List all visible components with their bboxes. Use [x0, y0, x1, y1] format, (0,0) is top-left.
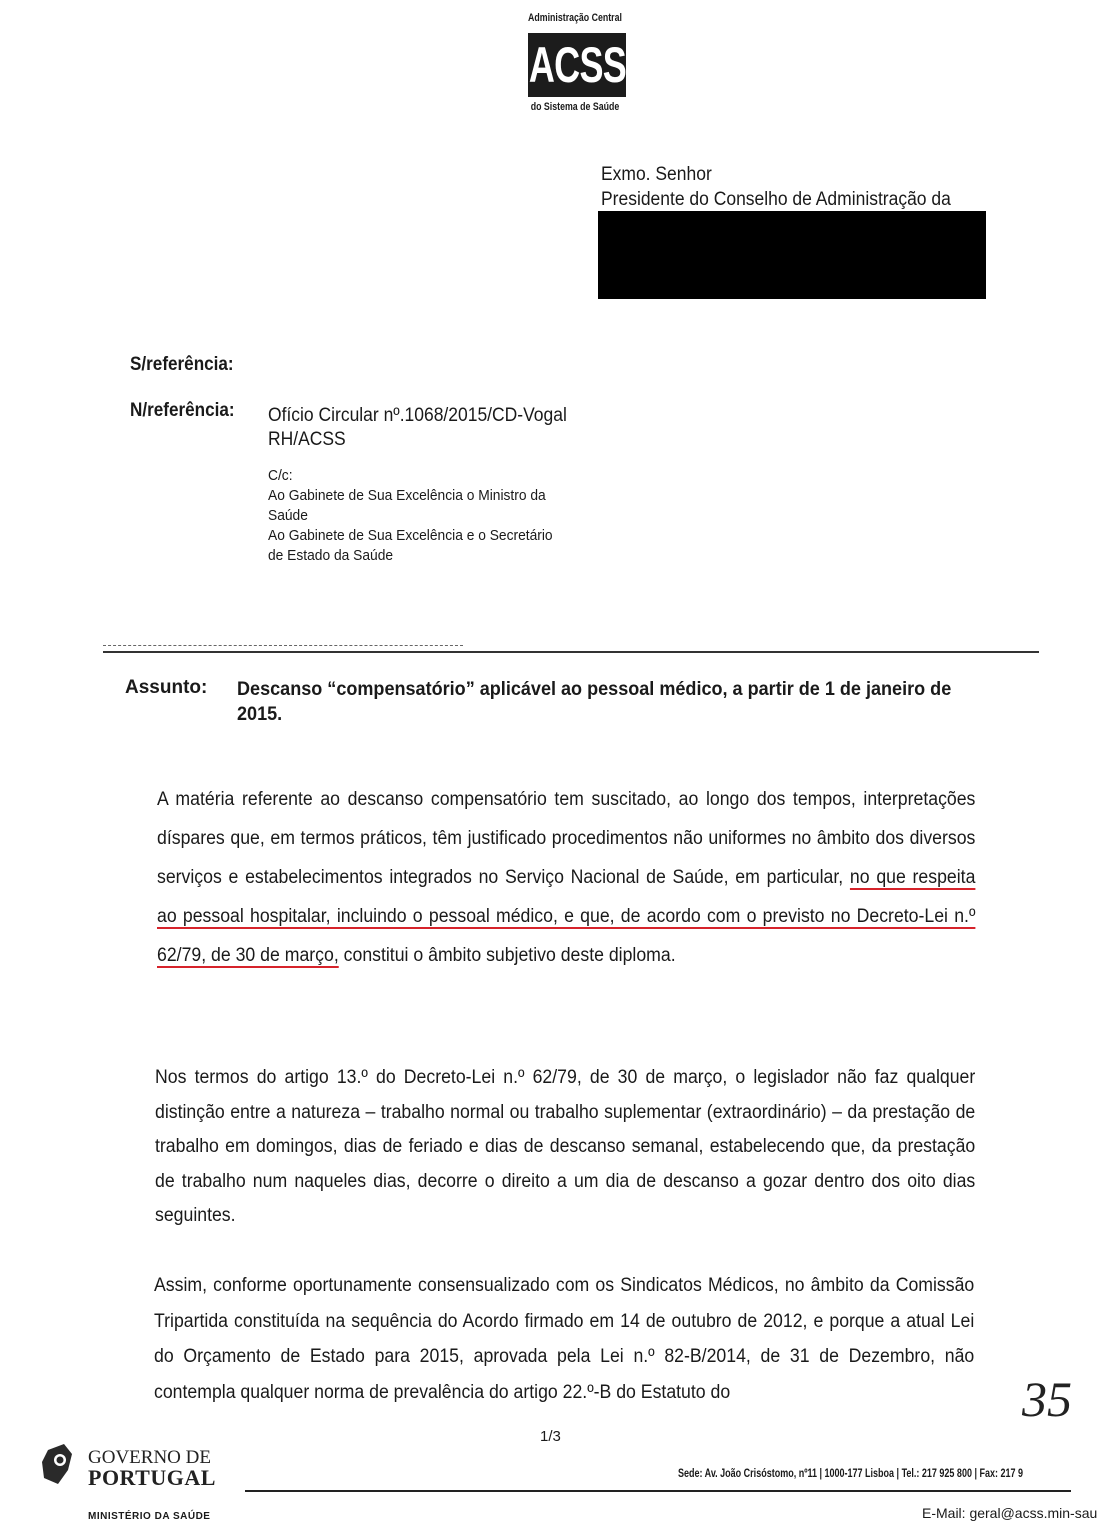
paragraph-2: [155, 1061, 975, 1234]
addressee-line1: Exmo. Senhor: [601, 164, 712, 185]
gov-line1: GOVERNO DE: [88, 1447, 211, 1468]
n-referencia-line1: Ofício Circular nº.1068/2015/CD-Vogal: [268, 405, 567, 426]
footer-divider: [245, 1490, 1071, 1492]
page-number: 1/3: [540, 1428, 561, 1445]
acss-logo: [528, 33, 626, 97]
subject-label: Assunto:: [125, 677, 208, 698]
government-logo-text: [88, 1448, 216, 1488]
cc-line3: Ao Gabinete de Sua Excelência e o Secretário: [268, 527, 553, 544]
portugal-emblem-icon: [38, 1440, 76, 1488]
paragraph-1-highlight: no que respeita ao pessoal hospitalar, incluindo o pessoal médico, e que, de acordo com o previsto no Decreto-Lei n.º 62/79, de 30 de março,: [157, 867, 976, 966]
n-referencia-value: [268, 404, 567, 452]
cc-line4: de Estado da Saúde: [268, 547, 394, 564]
cc-label: C/c:: [268, 467, 293, 484]
n-referencia-line2: RH/ACSS: [268, 429, 346, 450]
paragraph-1-end: constitui o âmbito subjetivo deste diploma.: [338, 945, 676, 966]
logo-main-text: ACSS: [528, 37, 626, 93]
gov-line2: PORTUGAL: [88, 1465, 216, 1490]
logo-top-text: Administração Central: [528, 12, 622, 24]
n-referencia-label: N/referência:: [130, 400, 235, 421]
redaction-block: [598, 211, 986, 299]
addressee: [601, 162, 951, 212]
footer-address: Sede: Av. João Crisóstomo, nº11 | 1000-177 Lisboa | Tel.: 217 925 800 | Fax: 217 9: [678, 1466, 1023, 1480]
cc-block: [268, 466, 553, 566]
paragraph-3: [154, 1268, 974, 1410]
handwritten-stamp: 35: [1022, 1371, 1072, 1427]
cc-line1: Ao Gabinete de Sua Excelência o Ministro da: [268, 487, 546, 504]
cc-line2: Saúde: [268, 507, 308, 524]
subject-divider: [103, 651, 1039, 653]
logo-bottom-text: do Sistema de Saúde: [530, 101, 620, 113]
footer-email: E-Mail: geral@acss.min-sau: [922, 1505, 1097, 1521]
paragraph-1-start: A matéria referente ao descanso compensatório tem suscitado, ao longo dos tempos, interpretações díspares que, em termos práticos, têm justificado procedimentos não uniformes no âmbito dos diversos serviços e estabelecimentos integrados no Serviço Nacional de Saúde, em particular,: [157, 789, 976, 888]
s-referencia-label: S/referência:: [130, 354, 234, 375]
dashed-divider: [103, 645, 463, 646]
subject-text: Descanso “compensatório” aplicável ao pessoal médico, a partir de 1 de janeiro de 2015.: [237, 679, 952, 725]
paragraph-2-text: Nos termos do artigo 13.º do Decreto-Lei n.º 62/79, de 30 de março, o legislador não faz qualquer distinção entre a natureza – trabalho normal ou trabalho suplementar (extraordinário) – da prestação de trabalho em domingos, dias de feriado e dias de descanso semanal, estabelecendo que, da prestação de trabalho num naqueles dias, decorre o direito a um dia de descanso a gozar dentro dos oito dias seguintes.: [155, 1067, 976, 1226]
paragraph-3-text: Assim, conforme oportunamente consensualizado com os Sindicatos Médicos, no âmbito da Comissão Tripartida constituída na sequência do Acordo firmado em 14 de outubro de 2012, e porque a atual Lei do Orçamento de Estado para 2015, aprovada pela Lei n.º 82-B/2014, de 31 de Dezembro, não contempla qualquer norma de prevalência do artigo 22.º-B do Estatuto do: [154, 1275, 975, 1403]
ministry-name: MINISTÉRIO DA SAÚDE: [88, 1511, 211, 1522]
paragraph-1: [157, 780, 975, 975]
addressee-line2: Presidente do Conselho de Administração da: [601, 189, 951, 210]
